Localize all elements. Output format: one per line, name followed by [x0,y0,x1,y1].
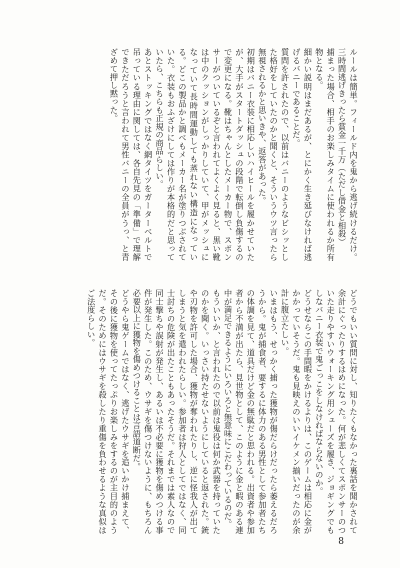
paragraph: あとストッキングではなく網タイツをガーターベルトで吊っている理由に関しては、各自先見の「準備」で理解できただろうと言われて男性バニーの全員がうっ、と青ざめて押し黙った。 [109,48,154,261]
upper-text-block [59,48,359,261]
paragraph: もういいか、と言われたので以前は鬼役は何か武器を持っていたのかを聞く。いっさい持たせないようにしていると返された。銃や刃物を許可した場合、獲物が奪われたりし、逆に怪我人が出てしまうと気を遣われたらしい。参加者は狩人としてではなく、同士討ちの危険が出たこともあったそうだ。それまでは素人なので同士撃ちや誤射が発生し、あるいは不必要に獲物を傷めつける事件が発生した。このため、ウサギを傷つけないように、もちろん必要以上に獲物を傷めつけることは言語道断だ。 [132,289,223,534]
paragraph: いまはもう、せっかく捕った獲物が傷だらけだったら萎えるだろうから。鬼が捕食者、要するに体力のある男性として参加者たちの体調を見て、道具だけど金の無駄だと思われる。出資者や参加者から不満が出たら、見世物として、このように金と暇のある連中が満足できるようにいろいろと無意味にこだわっているのだ。 [223,289,280,534]
lower-text-block [59,289,359,534]
paragraph: ルールは簡単。フィールド内を鬼から逃げ続けるだけ。三時間逃げきったら賞金一千万（ただし借金と相殺） [337,48,359,261]
paragraph: どうやら鬼ゲームではなく、逃げたウサギを追いかけ捕まえて、その後に獲物を使ってたっぷりお楽しみをするのが主目的のようだ。そのためにはウサギを殺したり重傷を負わせるような真似はご法度らしい。 [86,289,131,534]
page-number: 8 [338,537,344,547]
paragraph: どうでもいい質問に対し、知りたくもなかった裏話を聞かされて余計にぐったりするはめになった。何が悲しくてスポンサーのついた走りやすいウォーキング用シューズを履き、ジョギングでもしなバニー衣装で鬼ごっこをしなければならないのか。 [314,289,359,534]
paragraph: 質問を許されたので、以前はバニーのようなビシッとした格好をしていたのかと聞くと、そういうウツ言ったら無視されるかと思いきや、返答があった。 [257,48,291,261]
paragraph: 細かい説明はまだあるが、とにかく生き延びなければ逃げるバニーであることだ。 [291,48,314,261]
paragraph: どうせならこの手間暇をかけるよりは、このゲームは相応に金がかかっていそうだ。鬼も見映えのいいイケメン揃いだったのが余計に腹立たしい。 [280,289,314,534]
paragraph: 初期はバニー衣装に相応しいハイヒールを履かせていたが、大手がスタートダッシュの段階で転倒し負傷するので変更になる。靴はちゃんとしたメーカー物で、スポンサーがついているぞと言われてよくよく見ると、黒い靴は中のクッションがしっかりしていて、甲がメッシュになっていて長時間運動しても蒸れない構造になっている。どこの製品かと調べもメーカー名が塗りつぶされていた。衣装もおふざけにしては作りが本格的だと思っていたら、こちらも正規の商品らしい。 [155,48,257,261]
paragraph: 捕まった場合、相手のお楽しみタイムに使われるか所有物となる。 [314,48,337,261]
